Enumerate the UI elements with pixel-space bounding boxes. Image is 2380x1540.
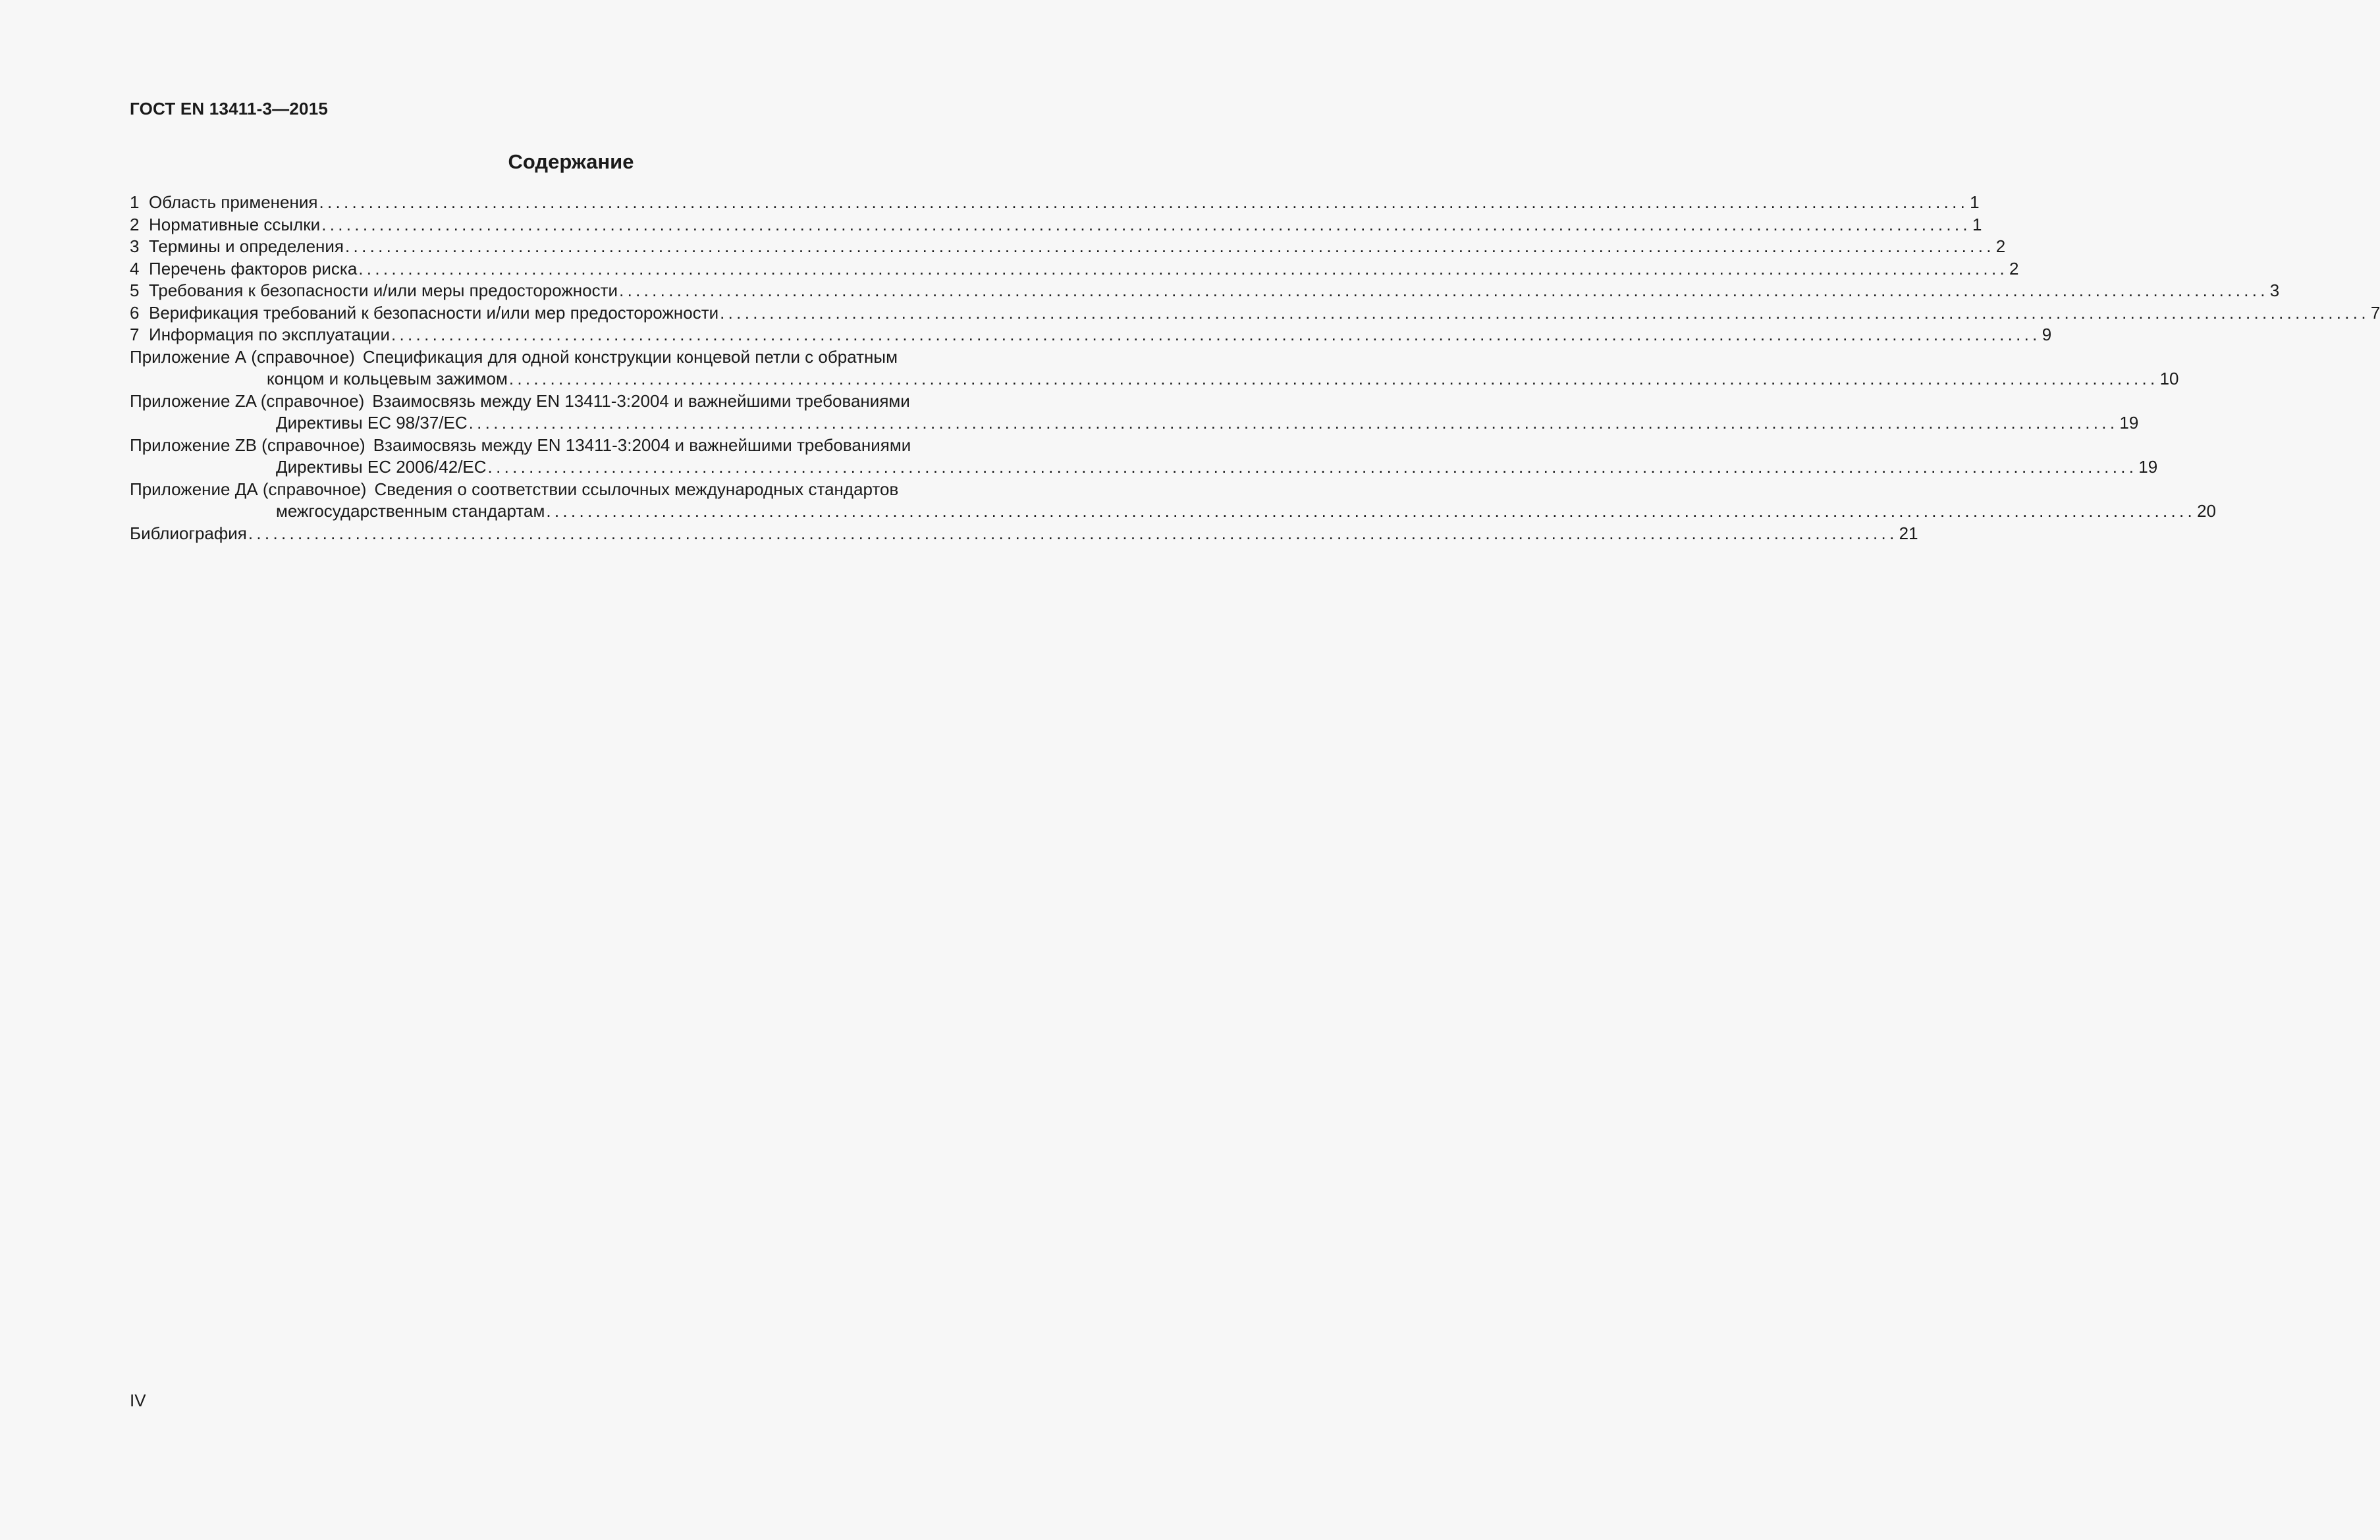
toc-entry-number: 5 bbox=[130, 280, 140, 300]
toc-entry-page: 20 bbox=[2197, 501, 2216, 521]
annex-prefix: Приложение ДА (справочное) bbox=[130, 479, 367, 499]
annex-title-line2: межгосударственным стандартам bbox=[276, 501, 545, 521]
toc-entry-annex-zb[interactable] bbox=[130, 435, 2158, 479]
annex-continuation-line bbox=[130, 500, 2216, 523]
annex-prefix: Приложение ZA (справочное) bbox=[130, 390, 365, 411]
toc-entry-annex-za[interactable] bbox=[130, 390, 2139, 435]
annex-title-line1: Взаимосвязь между EN 13411-3:2004 и важнейшими требованиями bbox=[372, 390, 910, 411]
toc-entry-number: 6 bbox=[130, 302, 140, 323]
annex-title-line2: Директивы ЕС 98/37/ЕС bbox=[276, 413, 468, 433]
annex-title-line1: Сведения о соответствии ссылочных международных стандартов bbox=[374, 479, 899, 499]
toc-entry-section-7[interactable] bbox=[130, 324, 2052, 346]
dot-leader: ........................................................................................................................................................................................................ bbox=[319, 192, 1969, 212]
document-code: ГОСТ EN 13411-3—2015 bbox=[130, 99, 329, 119]
toc-entry-page: 2 bbox=[1995, 236, 2006, 256]
annex-title-line1: Спецификация для одной конструкции концевой петли с обратным bbox=[362, 346, 898, 367]
toc-entry-page: 19 bbox=[2119, 413, 2139, 433]
annex-heading-line bbox=[130, 346, 1011, 369]
dot-leader: ........................................................................................................................................................................................................ bbox=[358, 258, 2009, 279]
dot-leader: ........................................................................................................................................................................................................ bbox=[248, 523, 1898, 543]
toc-entry-section-3[interactable] bbox=[130, 236, 2006, 258]
toc-entry-label: Термины и определения bbox=[149, 236, 344, 256]
toc-entry-section-2[interactable] bbox=[130, 214, 1982, 236]
dot-leader: ........................................................................................................................................................................................................ bbox=[546, 501, 2196, 521]
toc-entry-label: Верификация требований к безопасности и/или мер предосторожности bbox=[149, 302, 719, 323]
toc-entry-section-6[interactable] bbox=[130, 302, 2380, 325]
toc-entry-number: 4 bbox=[130, 258, 140, 279]
dot-leader: ........................................................................................................................................................................................................ bbox=[720, 302, 2369, 323]
toc-title: Содержание bbox=[508, 150, 634, 173]
toc-entry-page: 2 bbox=[2009, 258, 2019, 279]
toc-entry-page: 1 bbox=[1970, 192, 1980, 212]
toc-entry-page: 10 bbox=[2159, 369, 2179, 388]
toc-entry-label: Требования к безопасности и/или меры предосторожности bbox=[149, 280, 618, 300]
annex-heading-line bbox=[130, 479, 1011, 501]
dot-leader: ........................................................................................................................................................................................................ bbox=[468, 413, 2119, 433]
toc-entry-section-4[interactable] bbox=[130, 258, 2019, 280]
toc-entry-label: Перечень факторов риска bbox=[149, 258, 358, 279]
toc-entry-label: Информация по эксплуатации bbox=[149, 325, 390, 344]
toc-entry-page: 21 bbox=[1899, 523, 1918, 543]
page-number: IV bbox=[130, 1391, 146, 1410]
dot-leader: ........................................................................................................................................................................................................ bbox=[487, 457, 2138, 477]
toc-entry-number: 2 bbox=[130, 214, 140, 234]
annex-prefix: Приложение А (справочное) bbox=[130, 346, 355, 367]
toc-entry-number: 1 bbox=[130, 192, 140, 212]
toc-entry-label: Область применения bbox=[149, 192, 318, 212]
toc-entry-annex-da[interactable] bbox=[130, 479, 2216, 523]
annex-title-line2: Директивы ЕС 2006/42/ЕС bbox=[276, 457, 487, 477]
table-of-contents bbox=[130, 192, 2380, 544]
dot-leader: ........................................................................................................................................................................................................ bbox=[508, 369, 2159, 388]
dot-leader: ........................................................................................................................................................................................................ bbox=[321, 214, 1971, 234]
toc-entry-number: 7 bbox=[130, 325, 140, 344]
annex-heading-line bbox=[130, 435, 1011, 457]
annex-title-line1: Взаимосвязь между EN 13411-3:2004 и важнейшими требованиями bbox=[373, 435, 911, 455]
toc-entry-bibliography[interactable] bbox=[130, 523, 1918, 545]
dot-leader: ........................................................................................................................................................................................................ bbox=[619, 280, 2269, 300]
toc-entry-annex-a[interactable] bbox=[130, 346, 2179, 390]
toc-entry-page: 1 bbox=[1972, 214, 1982, 234]
dot-leader: ........................................................................................................................................................................................................ bbox=[345, 236, 1995, 256]
toc-entry-page: 9 bbox=[2042, 325, 2052, 344]
annex-title-line2: концом и кольцевым зажимом bbox=[267, 369, 508, 388]
toc-entry-section-1[interactable] bbox=[130, 192, 1980, 214]
annex-heading-line bbox=[130, 390, 1011, 413]
annex-continuation-line bbox=[130, 456, 2158, 479]
toc-entry-number: 3 bbox=[130, 236, 140, 256]
toc-entry-label: Библиография bbox=[130, 523, 247, 543]
toc-entry-page: 7 bbox=[2370, 302, 2380, 323]
toc-entry-section-5[interactable] bbox=[130, 280, 2280, 302]
toc-entry-page: 3 bbox=[2269, 280, 2280, 300]
annex-continuation-line bbox=[130, 368, 2179, 390]
annex-prefix: Приложение ZB (справочное) bbox=[130, 435, 365, 455]
annex-continuation-line bbox=[130, 412, 2139, 435]
toc-entry-label: Нормативные ссылки bbox=[149, 214, 321, 234]
dot-leader: ........................................................................................................................................................................................................ bbox=[391, 325, 2041, 344]
toc-entry-page: 19 bbox=[2138, 457, 2158, 477]
